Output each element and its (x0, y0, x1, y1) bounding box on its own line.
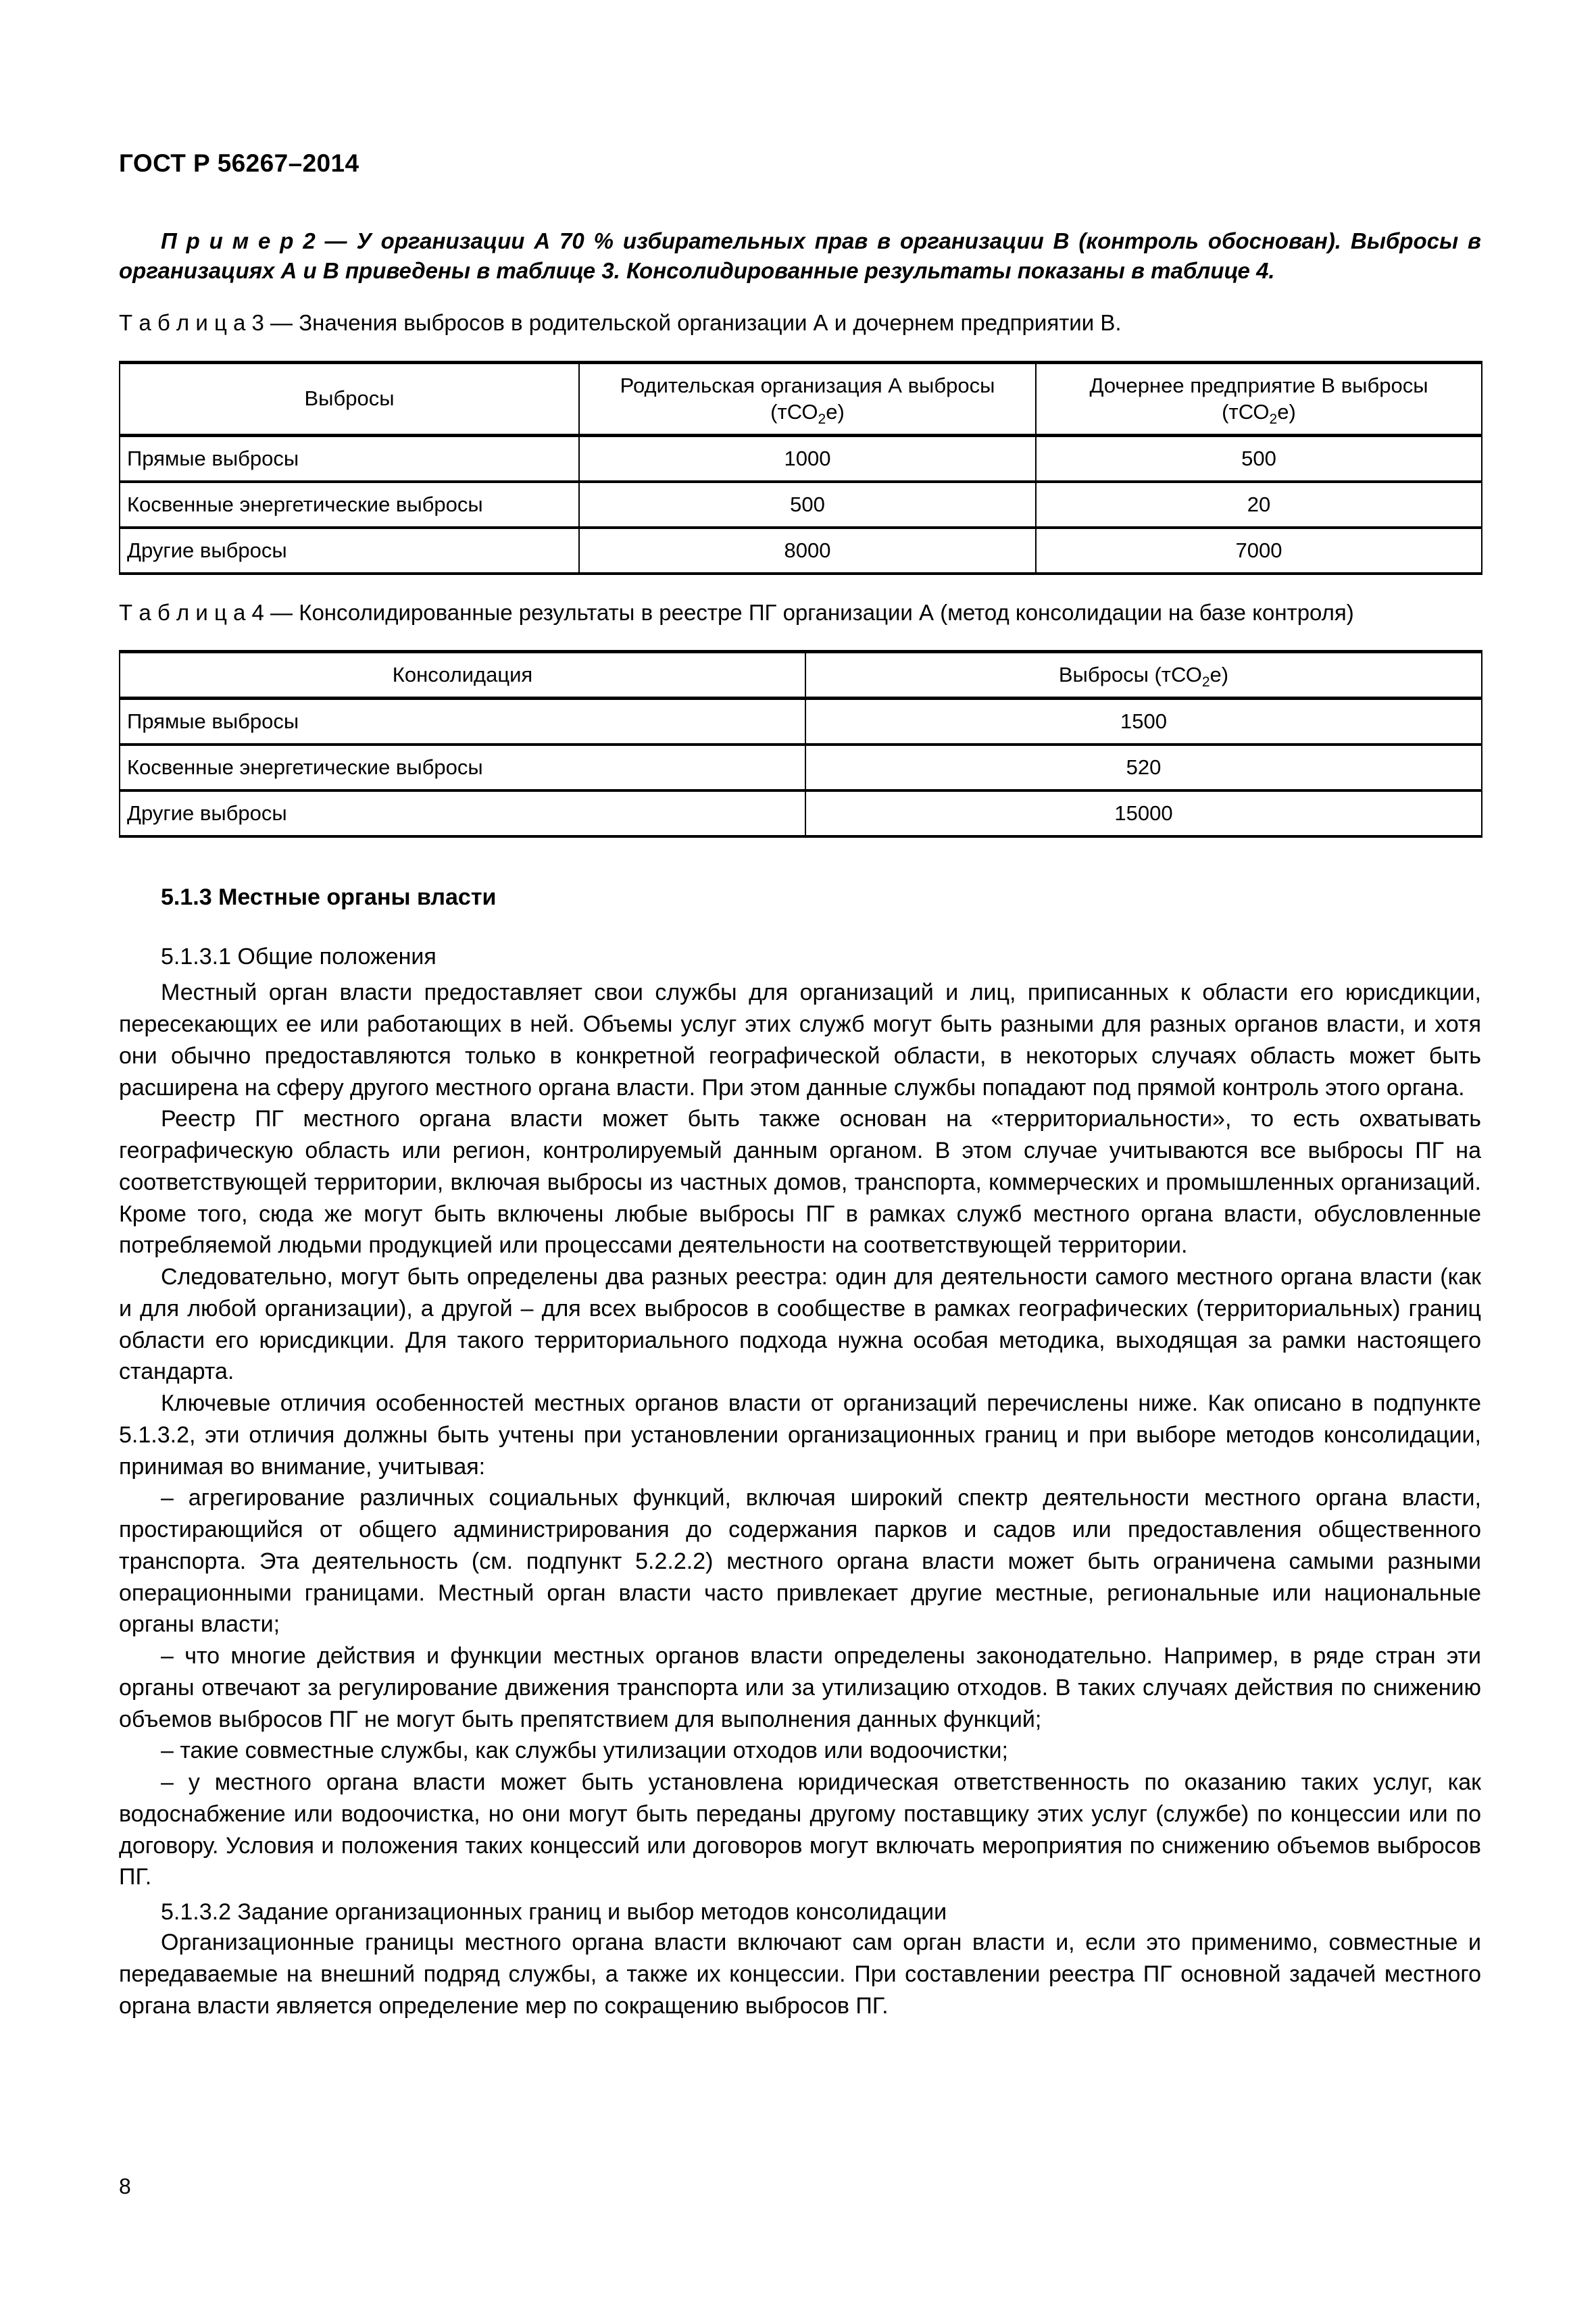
table4-row0-label: Прямые выбросы (120, 698, 805, 745)
table3-header-col1: Выбросы (120, 362, 579, 435)
table4-row1-label: Косвенные энергетические выбросы (120, 745, 805, 790)
table3-header-col3: Дочернее предприятие В выбросы (тСО$_2$е) (1036, 362, 1482, 435)
table4-header-col2: Выбросы (тСО$_2$е) (805, 652, 1482, 699)
table3-row0-label: Прямые выбросы (120, 436, 579, 482)
bullet-item-4: – у местного органа власти может быть установлена юридическая ответственность по оказанию таких услуг, как водоснабжение или водоочистка, но они могут быть переданы другому поставщику этих услуг (службе) по концессии или по договору. Условия и положения таких концессий или договоров могут включать мероприятия по снижению объемов выбросов ПГ. (119, 1769, 1481, 1890)
section-heading-5-1-3-1: 5.1.3.1 Общие положения (161, 944, 437, 970)
table3-header-col2: Родительская организация А выбросы (тСО$_2$е) (579, 362, 1036, 435)
bullet-item-3: – такие совместные службы, как службы утилизации отходов или водоочистки; (161, 1738, 1008, 1764)
table3-caption: Т а б л и ц а 3 — Значения выбросов в родительской организации А и дочернем предприятии В. (119, 310, 1122, 336)
page-content (119, 0, 1481, 2021)
table3-row0-subsidiary: 500 (1036, 436, 1482, 482)
paragraph-1: Местный орган власти предоставляет свои службы для организаций и лиц, приписанных к области его юрисдикции, пересекающих ее или работающих в ней. Объемы услуг этих служб могут быть разными для разных органов власти, и хотя они обычно предоставляются только в конкретной географической области, в некоторых случаях область может быть расширена на сферу другого местного органа власти. При этом данные службы попадают под прямой контроль этого органа. (119, 980, 1481, 1101)
section-heading-5-1-3: 5.1.3 Местные органы власти (161, 884, 497, 910)
table-row (120, 790, 1482, 836)
table4-row1-value: 520 (805, 745, 1482, 790)
table4-row0-value: 1500 (805, 698, 1482, 745)
table4-caption: Т а б л и ц а 4 — Консолидированные результаты в реестре ПГ организации А (метод консолидации на базе контроля) (119, 600, 1354, 625)
table4-row2-label: Другие выбросы (120, 790, 805, 836)
table3-row1-parent: 500 (579, 482, 1036, 528)
table-row (120, 482, 1482, 528)
table-row (120, 436, 1482, 482)
table3-row2-label: Другие выбросы (120, 528, 579, 574)
bullet-item-2: – что многие действия и функции местных органов власти определены законодательно. Например, в ряде стран эти органы отвечают за регулирование движения транспорта или за утилизацию отходов. В таких случаях действия по снижению объемов выбросов ПГ не могут быть препятствием для выполнения данных функций; (119, 1643, 1481, 1732)
table3-row2-subsidiary: 7000 (1036, 528, 1482, 574)
table-row (120, 528, 1482, 574)
paragraph-5: Организационные границы местного органа власти включают сам орган власти и, если это применимо, совместные и передаваемые на внешний подряд службы, а также их концессии. При составлении реестра ПГ основной задачей местного органа власти является определение мер по сокращению выбросов ПГ. (119, 1930, 1481, 2019)
table4-row2-value: 15000 (805, 790, 1482, 836)
table3-row2-parent: 8000 (579, 528, 1036, 574)
page-number: 8 (119, 2174, 131, 2198)
table-emissions-parent-subsidiary (119, 361, 1482, 575)
table3-row1-label: Косвенные энергетические выбросы (120, 482, 579, 528)
table3-row0-parent: 1000 (579, 436, 1036, 482)
table-header-row (120, 362, 1482, 435)
example-note: П р и м е р 2 — У организации А 70 % избирательных прав в организации В (контроль обоснован). Выбросы в организациях А и В приведены в таблице 3. Консолидированные результаты показаны в таблице 4. (119, 228, 1481, 283)
table-row (120, 745, 1482, 790)
paragraph-3: Следовательно, могут быть определены два разных реестра: один для деятельности самого местного органа власти (как и для любой организации), а другой – для всех выбросов в сообществе в рамках географических (территориальных) границ области его юрисдикции. Для такого территориального подхода нужна особая методика, выходящая за рамки настоящего стандарта. (119, 1264, 1481, 1385)
table3-row1-subsidiary: 20 (1036, 482, 1482, 528)
document-header: ГОСТ Р 56267–2014 (119, 149, 359, 177)
bullet-item-1: – агрегирование различных социальных функций, включая широкий спектр деятельности местного органа власти, простирающийся от общего администрирования до содержания парков и садов или предоставления общественного транспорта. Эта деятельность (см. подпункт 5.2.2.2) местного органа власти может быть ограничена самыми разными операционными границами. Местный орган власти часто привлекает другие местные, региональные или национальные органы власти; (119, 1485, 1481, 1638)
paragraph-2: Реестр ПГ местного органа власти может быть также основан на «территориальности», то есть охватывать географическую область или регион, контролируемый данным органом. В этом случае учитываются все выбросы ПГ на соответствующей территории, включая выбросы из частных домов, транспорта, коммерческих и промышленных организаций. Кроме того, сюда же могут быть включены любые выбросы ПГ в рамках служб местного органа власти, обусловленные потребляемой людьми продукцией или процессами деятельности на соответствующей территории. (119, 1106, 1481, 1259)
paragraph-4: Ключевые отличия особенностей местных органов власти от организаций перечислены ниже. Как описано в подпункте 5.1.3.2, эти отличия должны быть учтены при установлении организационных границ и при выборе методов консолидации, принимая во внимание, учитывая: (119, 1390, 1481, 1480)
table-row (120, 698, 1482, 745)
table4-header-col1: Консолидация (120, 652, 805, 699)
table-header-row (120, 652, 1482, 699)
table-consolidated-results (119, 650, 1482, 838)
section-heading-5-1-3-2: 5.1.3.2 Задание организационных границ и выбор методов консолидации (161, 1899, 947, 1926)
